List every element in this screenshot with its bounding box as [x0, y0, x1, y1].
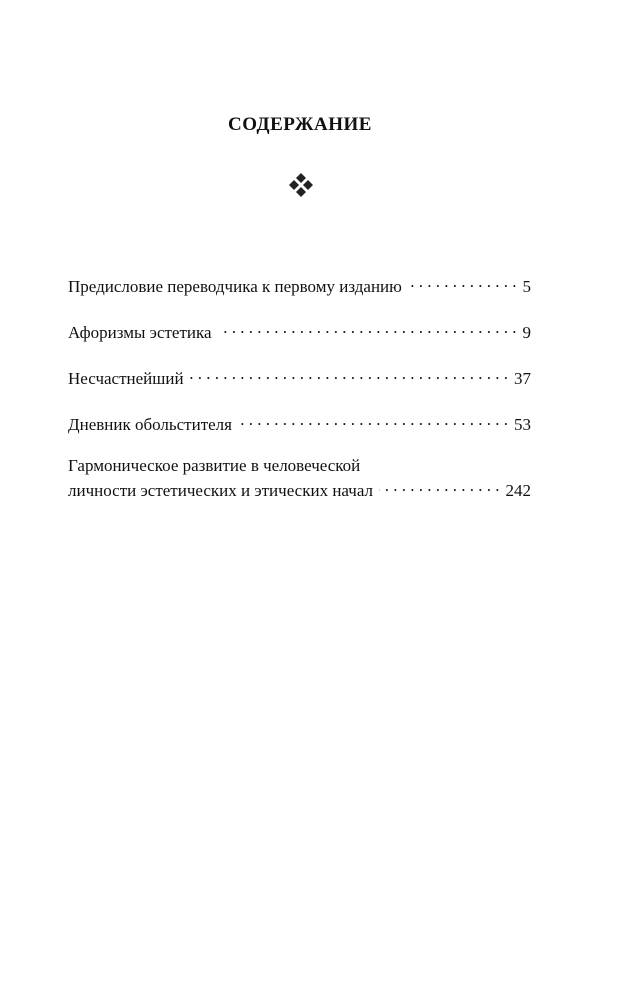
toc-entry-title-line: личности эстетических и этических начал [68, 481, 374, 500]
toc-entry[interactable] [68, 272, 531, 297]
toc-entry-page: 53 [514, 415, 531, 434]
toc-entry-page: 242 [505, 481, 531, 500]
toc-leader-dots [190, 364, 508, 384]
toc-entry-title: Дневник обольстителя [68, 415, 232, 434]
toc-entry[interactable] [68, 456, 531, 501]
toc-entry-title: Афоризмы эстетика [68, 323, 212, 342]
toc-entry[interactable] [68, 410, 531, 435]
toc-entry-page: 37 [514, 369, 531, 388]
toc-entry-page: 5 [522, 277, 531, 296]
toc-leader-dots [218, 318, 517, 338]
toc-leader-dots [238, 410, 508, 430]
toc-entry-title: Несчастнейший [68, 369, 184, 388]
toc-entry-page: 9 [522, 323, 531, 342]
toc-leader-dots [408, 272, 517, 292]
toc-entry-title-line: Гармоническое развитие в человеческой [68, 456, 361, 475]
table-of-contents [68, 272, 531, 522]
four-diamond-ornament-icon [286, 170, 316, 200]
toc-entry[interactable] [68, 318, 531, 343]
page-title: СОДЕРЖАНИЕ [228, 114, 372, 135]
toc-entry[interactable] [68, 364, 531, 389]
toc-entry-title: Предисловие переводчика к первому изданию [68, 277, 402, 296]
toc-leader-dots [379, 476, 499, 496]
